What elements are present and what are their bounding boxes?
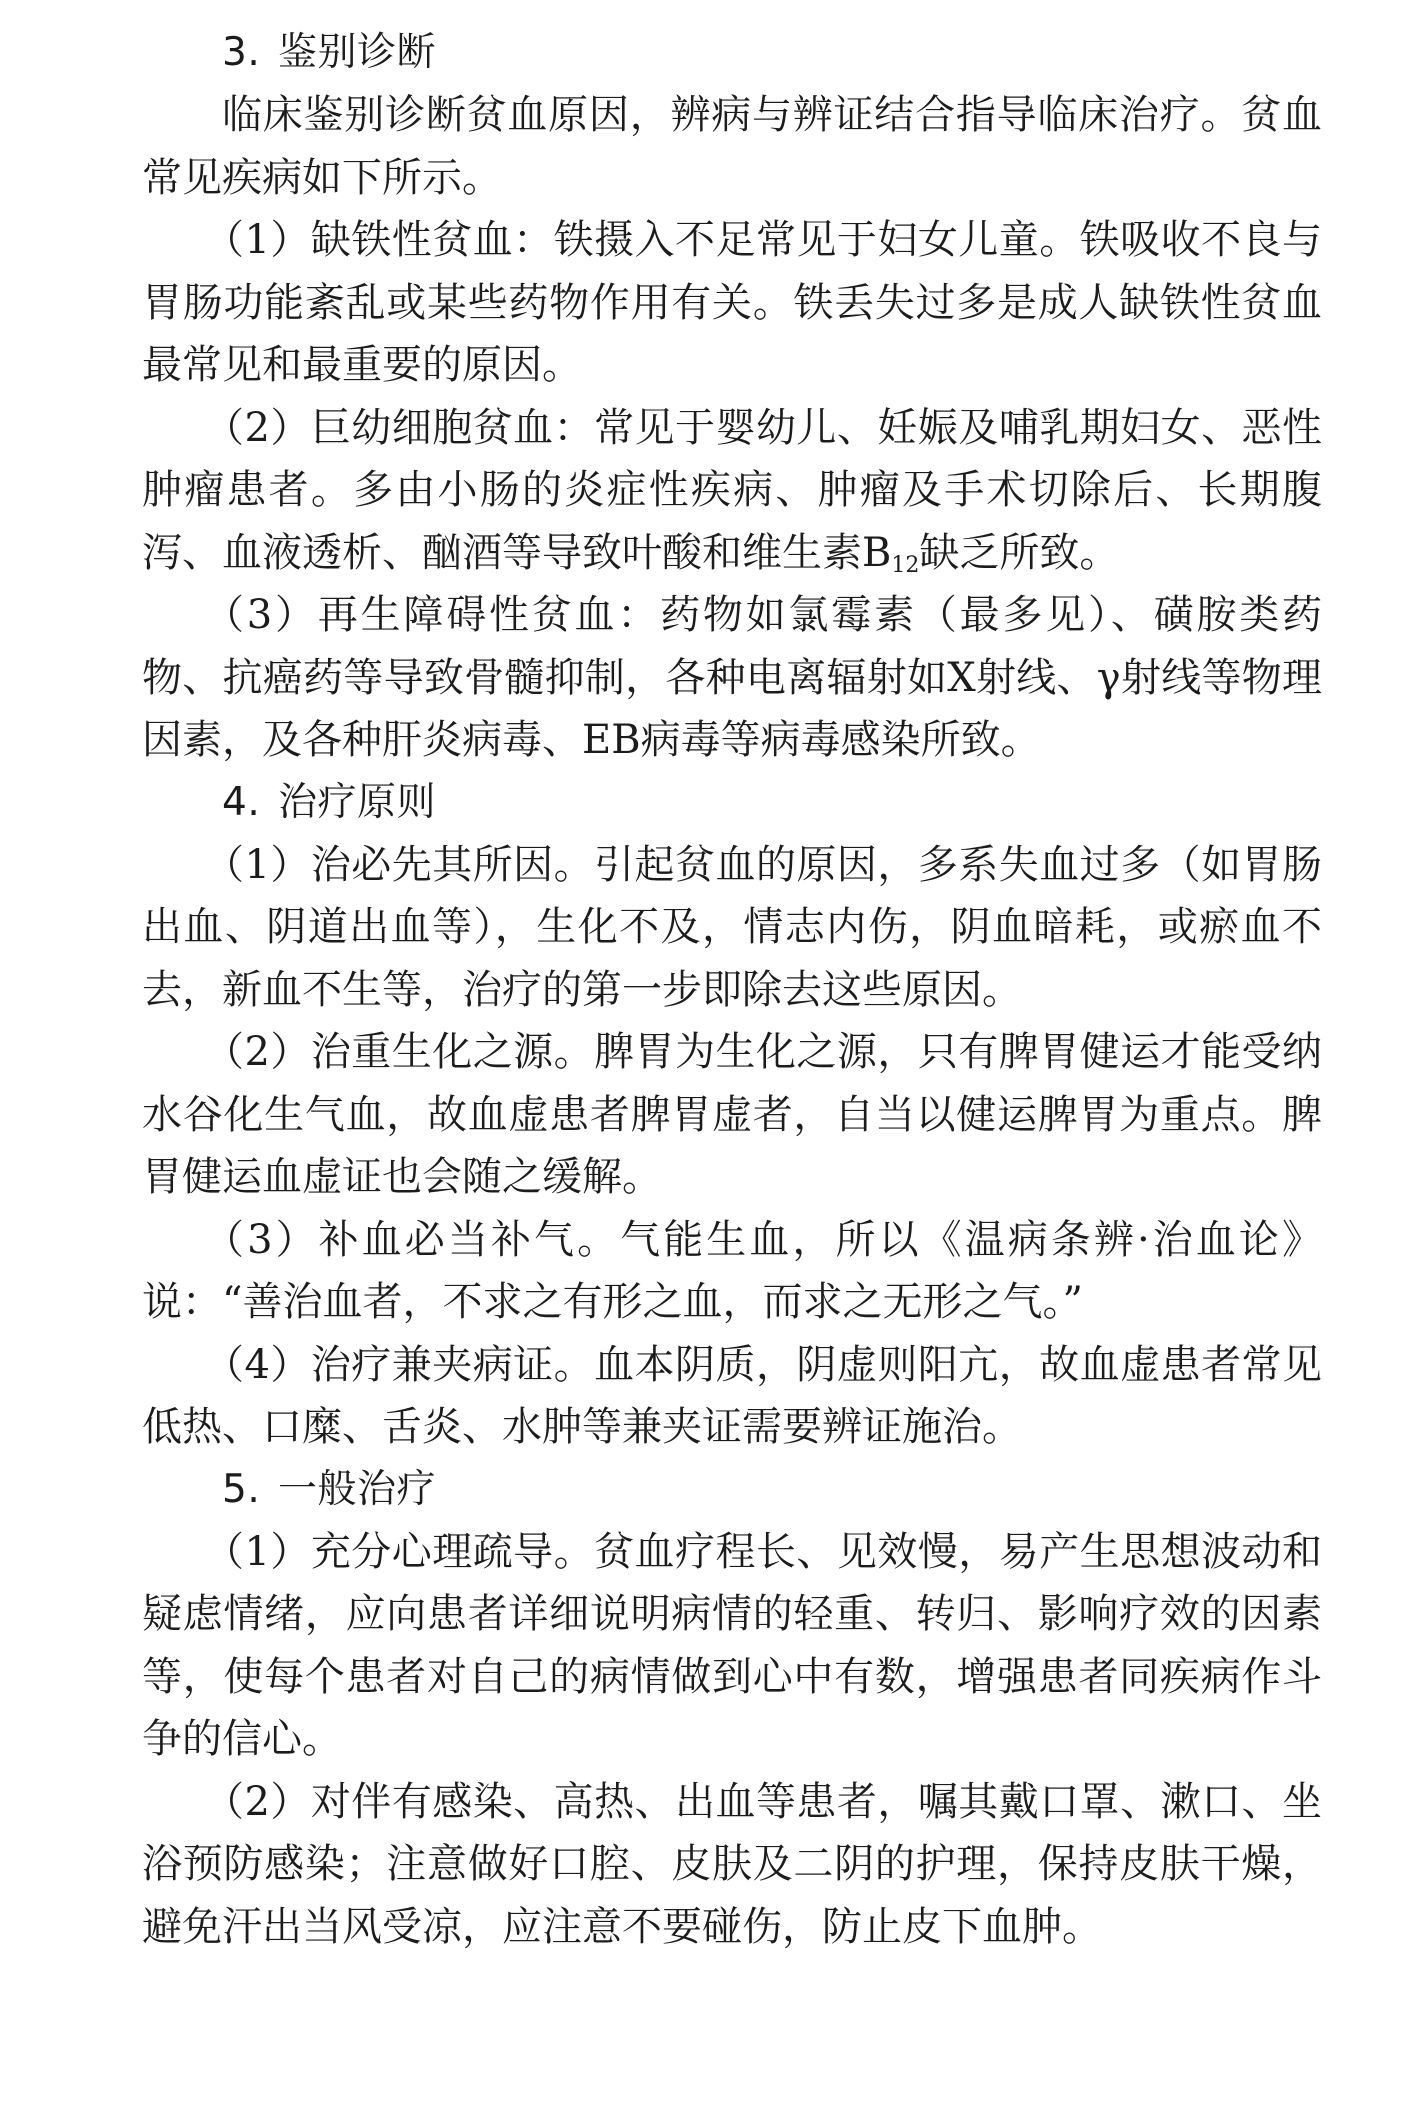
section-heading-3 — [142, 22, 1322, 84]
list-item: （3）再生障碍性贫血：药物如氯霉素（最多见）、磺胺类药物、抗癌药等导致骨髓抑制，各种电离辐射如X射线、γ射线等物理因素，及各种肝炎病毒、EB病毒等病毒感染所致。 — [142, 592, 1322, 763]
list-item-text: （2）巨幼细胞贫血：常见于婴幼儿、妊娠及哺乳期妇女、恶性肿瘤患者。多由小肠的炎症性疾病、肿瘤及手术切除后、长期腹泻、血液透析、酗酒等导致叶酸和维生素B — [142, 404, 1322, 576]
list-item: （3）补血必当补气。气能生血，所以《温病条辨·治血论》说：“善治血者，不求之有形之血，而求之无形之气。” — [142, 1216, 1322, 1325]
section-title: 一般治疗 — [278, 1466, 437, 1512]
list-item: （4）治疗兼夹病证。血本阴质，阴虚则阳亢，故血虚患者常见低热、口糜、舌炎、水肿等兼夹证需要辨证施治。 — [142, 1341, 1322, 1450]
page-content — [142, 22, 1322, 1958]
list-item: （2）对伴有感染、高热、出血等患者，嘱其戴口罩、漱口、坐浴预防感染；注意做好口腔、皮肤及二阴的护理，保持皮肤干燥，避免汗出当风受凉，应注意不要碰伤，防止皮下血肿。 — [142, 1778, 1322, 1950]
section-title: 治疗原则 — [278, 779, 437, 825]
section-intro: 临床鉴别诊断贫血原因，辨病与辨证结合指导临床治疗。贫血常见疾病如下所示。 — [142, 92, 1322, 201]
list-item: （1）缺铁性贫血：铁摄入不足常见于妇女儿童。铁吸收不良与胃肠功能紊乱或某些药物作用有关。铁丢失过多是成人缺铁性贫血最常见和最重要的原因。 — [142, 217, 1322, 388]
section-heading-4 — [142, 772, 1322, 834]
list-item-text: 缺乏所致。 — [919, 529, 1120, 576]
section-number: 5. — [222, 1466, 261, 1512]
list-item — [142, 397, 1322, 585]
section-heading-5 — [142, 1459, 1322, 1521]
section-number: 3. — [222, 30, 261, 75]
subscript: 12 — [891, 552, 920, 578]
list-item: （1）充分心理疏导。贫血疗程长、见效慢，易产生思想波动和疑虑情绪，应向患者详细说明病情的轻重、转归、影响疗效的因素等，使每个患者对自己的病情做到心中有数，增强患者同疾病作斗争的信心。 — [142, 1528, 1322, 1762]
section-title: 鉴别诊断 — [278, 30, 437, 75]
list-item: （1）治必先其所因。引起贫血的原因，多系失血过多（如胃肠出血、阴道出血等），生化不及，情志内伤，阴血暗耗，或瘀血不去，新血不生等，治疗的第一步即除去这些原因。 — [142, 841, 1322, 1013]
section-number: 4. — [222, 779, 261, 825]
list-item: （2）治重生化之源。脾胃为生化之源，只有脾胃健运才能受纳水谷化生气血，故血虚患者脾胃虚者，自当以健运脾胃为重点。脾胃健运血虚证也会随之缓解。 — [142, 1029, 1322, 1200]
